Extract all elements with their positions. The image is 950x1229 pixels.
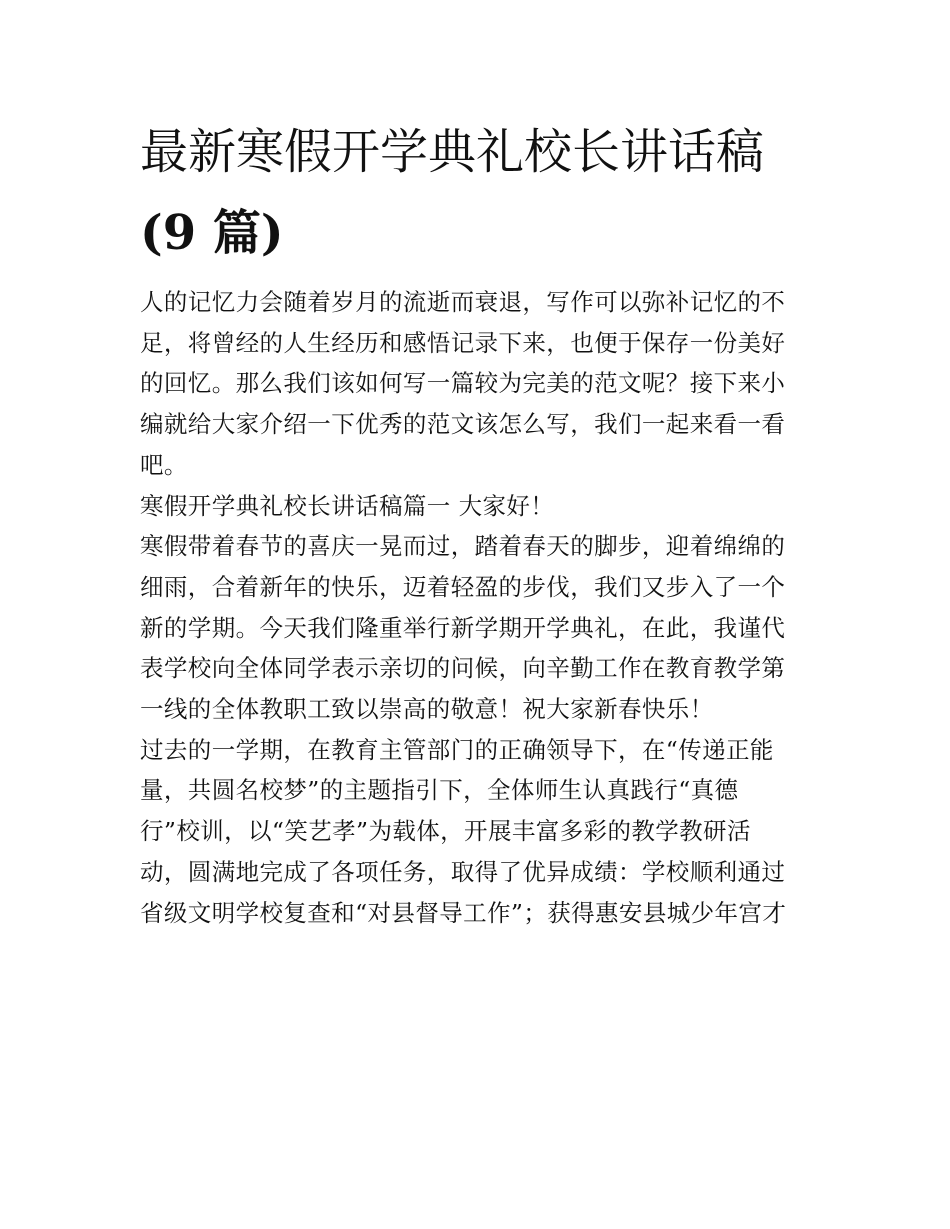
title-line-2: (9 篇) (140, 205, 284, 261)
title-line-1: 最新寒假开学典礼校长讲话稿 (140, 124, 765, 180)
paragraph-line: 行”校训，以“笑艺孝”为载体，开展丰富多彩的教学教研活 (140, 817, 751, 846)
paragraph-line: 新的学期。今天我们隆重举行新学期开学典礼，在此，我谨代 (140, 613, 786, 642)
section-heading-line: 寒假开学典礼校长讲话稿篇一 大家好！ (140, 491, 555, 520)
paragraph-line: 的回忆。那么我们该如何写一篇较为完美的范文呢？接下来小 (140, 369, 786, 398)
paragraph-line: 表学校向全体同学表示亲切的问候，向辛勤工作在教育教学第 (140, 654, 786, 683)
paragraph-line: 足，将曾经的人生经历和感悟记录下来，也便于保存一份美好 (140, 328, 786, 357)
document-body (140, 282, 820, 933)
document-title (140, 112, 840, 274)
paragraph-line: 寒假带着春节的喜庆一晃而过，踏着春天的脚步，迎着绵绵的 (140, 532, 786, 561)
paragraph-line: 过去的一学期，在教育主管部门的正确领导下，在“传递正能 (140, 735, 774, 764)
paragraph-line: 一线的全体教职工致以崇高的敬意！祝大家新春快乐！ (140, 695, 714, 724)
paragraph-line: 细雨，合着新年的快乐，迈着轻盈的步伐，我们又步入了一个 (140, 572, 786, 601)
paragraph-line: 动，圆满地完成了各项任务，取得了优异成绩：学校顺利通过 (140, 857, 786, 886)
paragraph-line: 量，共圆名校梦”的主题指引下，全体师生认真践行“真德 (140, 776, 739, 805)
paragraph-line: 省级文明学校复查和“对县督导工作”；获得惠安县城少年宫才 (140, 898, 787, 927)
paragraph-line: 人的记忆力会随着岁月的流逝而衰退，写作可以弥补记忆的不 (140, 288, 786, 316)
paragraph-line: 吧。 (140, 450, 188, 479)
paragraph-line: 编就给大家介绍一下优秀的范文该怎么写，我们一起来看一看 (140, 410, 786, 439)
